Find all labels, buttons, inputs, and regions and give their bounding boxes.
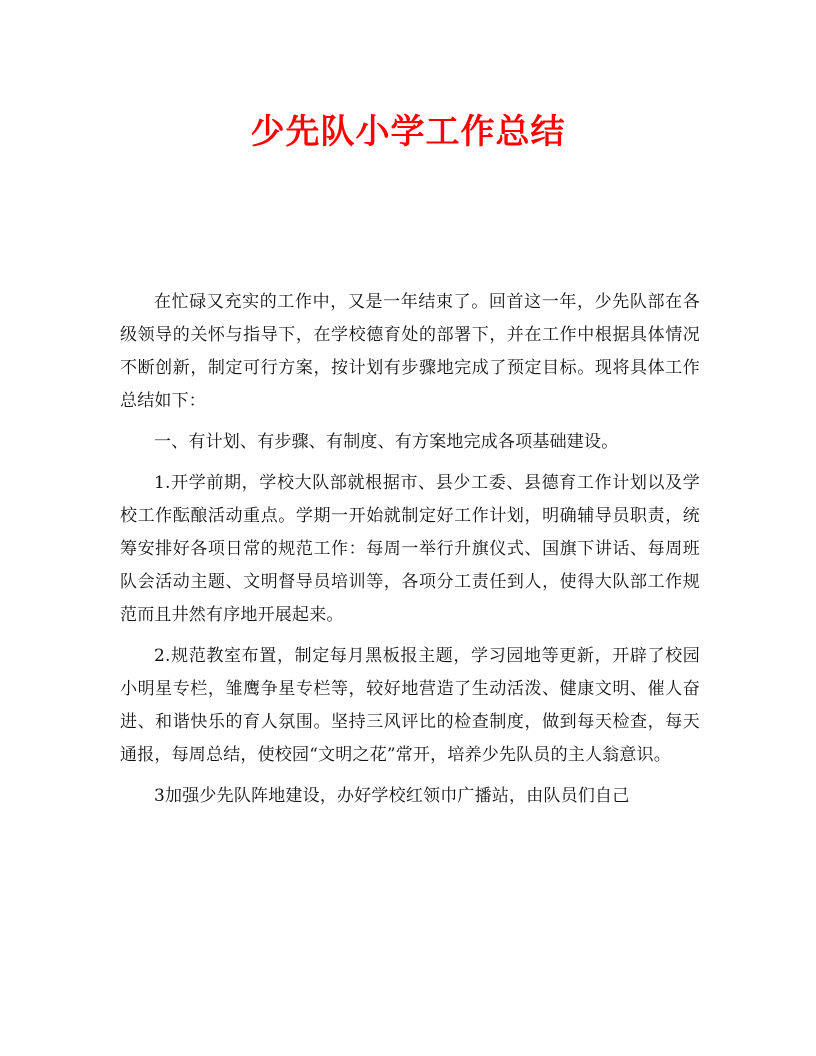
paragraph-item-1: 1.开学前期，学校大队部就根据市、县少工委、县德育工作计划以及学校工作酝酿活动重点。学期一开始就制定好工作计划，明确辅导员职责，统筹安排好各项日常的规范工作：每周一举行升旗仪式、国旗下讲话、每周班队会活动主题、文明督导员培训等，各项分工责任到人，使得大队部工作规范而且井然有序地开展起来。 bbox=[120, 473, 700, 625]
paragraph-item-3: 3加强少先队阵地建设，办好学校红领巾广播站，由队员们自己 bbox=[154, 786, 630, 806]
paragraph-intro: 在忙碌又充实的工作中，又是一年结束了。回首这一年，少先队部在各级领导的关怀与指导下，在学校德育处的部署下，并在工作中根据具体情况不断创新，制定可行方案，按计划有步骤地完成了预定目标。现将具体工作总结如下： bbox=[120, 292, 700, 411]
document-body bbox=[120, 286, 700, 821]
paragraph-section-heading: 一、有计划、有步骤、有制度、有方案地完成各项基础建设。 bbox=[154, 432, 619, 452]
document-title: 少先队小学工作总结 bbox=[250, 112, 566, 152]
paragraph-item-2: 2.规范教室布置，制定每月黑板报主题，学习园地等更新，开辟了校园小明星专栏，雏鹰争星专栏等，较好地营造了生动活泼、健康文明、催人奋进、和谐快乐的育人氛围。坚持三风评比的检查制度，做到每天检查，每天通报，每周总结，使校园“文明之花”常开，培养少先队员的主人翁意识。 bbox=[120, 646, 700, 765]
